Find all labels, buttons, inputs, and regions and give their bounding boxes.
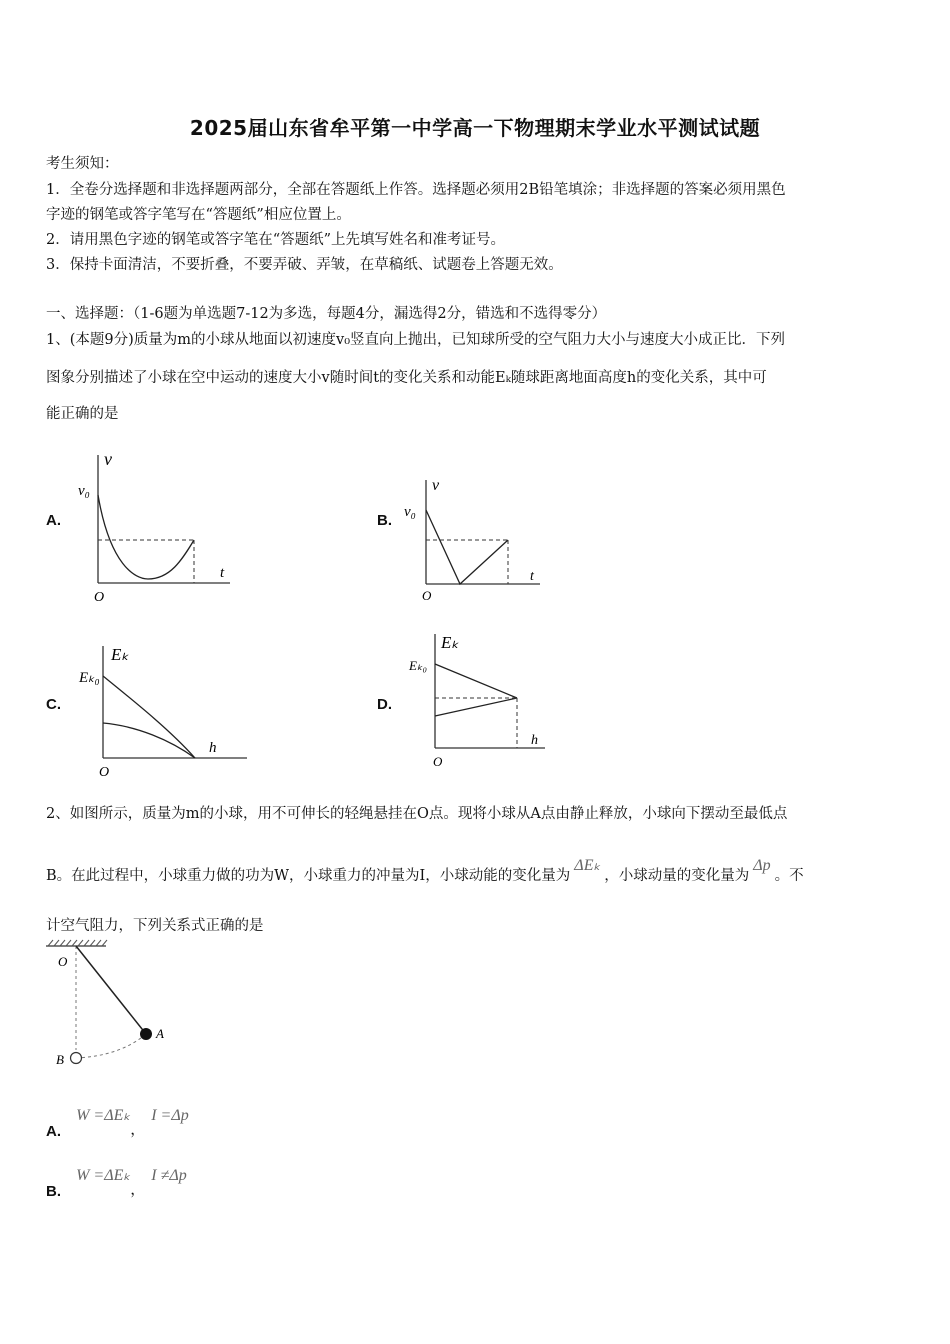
q2-option-a-label: A. <box>46 1123 61 1140</box>
q1-text-line2: 图象分别描述了小球在空中运动的速度大小v随时间t的变化关系和动能Eₖ随球距离地面高度h的变化关系，其中可 <box>46 370 767 386</box>
q1-text-line1: 1、(本题9分)质量为m的小球从地面以初速度v₀竖直向上抛出，已知球所受的空气阻力大小与速度大小成正比．下列 <box>46 332 786 348</box>
graph-axis-label: v₀ <box>404 504 416 520</box>
ball-at-a <box>140 1028 152 1040</box>
q2-text-segment: 。不 <box>774 868 804 884</box>
q2-option-a-formula2: I =Δp <box>151 1107 189 1124</box>
point-label-o: O <box>58 954 68 969</box>
graph-axis-label: h <box>531 733 538 748</box>
q2-text-segment: B。在此过程中，小球重力做的功为W，小球重力的冲量为I，小球动能的变化量为 <box>46 868 571 884</box>
notice-item: 1．全卷分选择题和非选择题两部分，全部在答题纸上作答。选择题必须用2B铅笔填涂；非选择题的答案必须用黑色 <box>46 182 786 198</box>
delta-ek-formula: ΔEₖ <box>574 857 601 874</box>
graph-axis-label: t <box>530 569 534 584</box>
graph-curve <box>435 664 517 698</box>
graph-curve <box>103 676 195 758</box>
graph-axis-label: Eₖ₀ <box>409 658 427 673</box>
q2-option-b-formula1: W =ΔEₖ <box>76 1167 131 1184</box>
graph-origin-label: O <box>433 754 443 768</box>
graph-axis-label: v <box>432 477 440 494</box>
graph-axis-label: Eₖ <box>111 645 129 664</box>
pendulum-string <box>76 946 146 1034</box>
graph-curve <box>103 723 195 758</box>
section-heading: 一、选择题：（1-6题为单选题7-12为多选，每题4分，漏选得2分，错选和不选得零分） <box>46 306 607 322</box>
notice-heading: 考生须知： <box>46 156 119 172</box>
q1-option-a-label[interactable]: A. <box>46 512 61 529</box>
notice-item: 字迹的钢笔或答字笔写在“答题纸”相应位置上。 <box>46 207 351 223</box>
q1-option-d-graph[interactable] <box>405 628 555 768</box>
graph-axis-label: Eₖ₀ <box>79 670 100 686</box>
graph-axis-label: h <box>209 740 217 756</box>
notice-item: 3．保持卡面清洁，不要折叠，不要弄破、弄皱，在草稿纸、试题卷上答题无效。 <box>46 257 563 273</box>
q2-option-b-label: B. <box>46 1183 61 1200</box>
graph-axis-label: v₀ <box>78 483 90 499</box>
point-label-b: B <box>56 1052 64 1067</box>
q2-option-a-formula1: W =ΔEₖ <box>76 1107 131 1124</box>
q1-option-a-graph[interactable] <box>70 445 250 605</box>
q1-option-b-graph[interactable] <box>400 472 550 602</box>
q1-option-d-label[interactable]: D. <box>377 696 392 713</box>
q2-text-line3: 计空气阻力，下列关系式正确的是 <box>46 918 264 934</box>
graph-curve <box>435 698 517 716</box>
graph-origin-label: O <box>94 590 105 605</box>
notice-item: 2．请用黑色字迹的钢笔或答字笔在“答题纸”上先填写姓名和准考证号。 <box>46 232 506 248</box>
q1-option-b-label[interactable]: B. <box>377 512 392 529</box>
graph-origin-label: O <box>422 588 432 602</box>
q2-option-a-separator: ， <box>130 1120 146 1138</box>
q1-option-c-label[interactable]: C. <box>46 696 61 713</box>
q2-text-line2 <box>46 857 804 885</box>
graph-axis-label: Eₖ <box>441 633 459 652</box>
swing-arc <box>76 1034 146 1058</box>
graph-axis-label: v <box>104 449 112 469</box>
q2-option-a[interactable] <box>46 1104 189 1140</box>
delta-p-formula: Δp <box>753 857 771 874</box>
page-title: 2025届山东省牟平第一中学高一下物理期末学业水平测试试题 <box>189 116 761 140</box>
q2-option-b-separator: ， <box>130 1180 146 1198</box>
point-label-a: A <box>156 1026 164 1041</box>
q2-text-segment: ，小球动量的变化量为 <box>604 868 750 884</box>
graph-curve <box>98 495 194 579</box>
graph-origin-label: O <box>99 765 110 780</box>
q2-option-b[interactable] <box>46 1164 187 1200</box>
q1-option-c-graph[interactable] <box>75 640 255 780</box>
q1-text-line3: 能正确的是 <box>46 406 119 422</box>
ball-at-b <box>71 1053 82 1064</box>
q2-text-line1: 2、如图所示，质量为m的小球，用不可伸长的轻绳悬挂在O点。现将小球从A点由静止释放，小球向下摆动至最低点 <box>46 806 788 822</box>
pendulum-diagram <box>40 938 180 1068</box>
q2-option-b-formula2: I ≠Δp <box>151 1167 187 1184</box>
graph-axis-label: t <box>220 565 225 581</box>
graph-curve <box>426 510 508 584</box>
